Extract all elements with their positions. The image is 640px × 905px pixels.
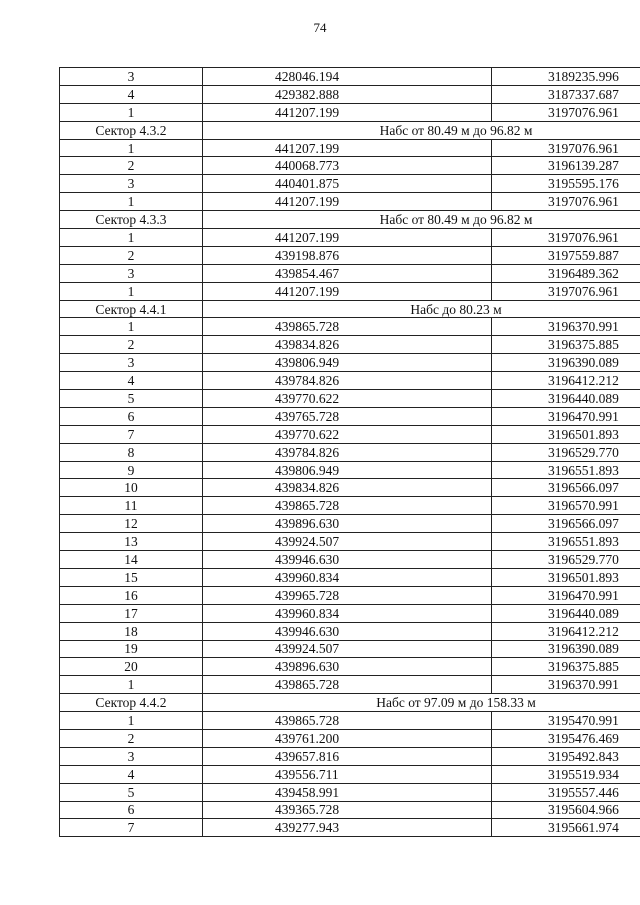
coordinate-y: 3196370.991 (492, 676, 640, 694)
sector-label: Сектор 4.4.1 (60, 300, 203, 318)
coordinate-x: 429382.888 (203, 85, 492, 103)
point-number: 19 (60, 640, 203, 658)
point-row (60, 282, 640, 300)
coordinate-x: 439946.630 (203, 551, 492, 569)
coordinate-x: 439924.507 (203, 640, 492, 658)
coordinate-y: 3196570.991 (492, 497, 640, 515)
coordinate-y: 3197076.961 (492, 103, 640, 121)
point-number: 10 (60, 479, 203, 497)
coordinate-x: 439458.991 (203, 783, 492, 801)
point-row (60, 390, 640, 408)
sector-height-info: Набс от 80.49 м до 96.82 м (203, 121, 640, 139)
coordinate-y: 3196412.212 (492, 372, 640, 390)
coordinate-x: 439960.834 (203, 604, 492, 622)
coordinate-x: 439946.630 (203, 622, 492, 640)
point-number: 9 (60, 461, 203, 479)
coordinate-x: 439834.826 (203, 479, 492, 497)
sector-height-info: Набс от 80.49 м до 96.82 м (203, 211, 640, 229)
point-number: 5 (60, 783, 203, 801)
point-number: 4 (60, 765, 203, 783)
coordinate-x: 439198.876 (203, 246, 492, 264)
point-number: 1 (60, 103, 203, 121)
point-row (60, 712, 640, 730)
coordinate-y: 3196370.991 (492, 318, 640, 336)
sector-height-info: Набс до 80.23 м (203, 300, 640, 318)
point-row (60, 640, 640, 658)
point-number: 17 (60, 604, 203, 622)
coordinate-x: 439657.816 (203, 747, 492, 765)
coordinate-y: 3196470.991 (492, 586, 640, 604)
coordinate-x: 441207.199 (203, 193, 492, 211)
point-row (60, 318, 640, 336)
point-row (60, 497, 640, 515)
point-number: 3 (60, 68, 203, 86)
coordinate-y: 3196566.097 (492, 479, 640, 497)
coordinate-y: 3196139.287 (492, 157, 640, 175)
point-number: 12 (60, 515, 203, 533)
point-row (60, 246, 640, 264)
point-number: 2 (60, 157, 203, 175)
coordinate-y: 3196375.885 (492, 658, 640, 676)
coordinate-x: 439806.949 (203, 461, 492, 479)
point-row (60, 515, 640, 533)
point-row (60, 747, 640, 765)
point-row (60, 819, 640, 837)
sector-header-row (60, 211, 640, 229)
coordinate-x: 439865.728 (203, 712, 492, 730)
coordinate-y: 3196501.893 (492, 425, 640, 443)
point-number: 14 (60, 551, 203, 569)
point-number: 15 (60, 568, 203, 586)
coordinate-x: 441207.199 (203, 139, 492, 157)
coordinate-x: 439806.949 (203, 354, 492, 372)
point-row (60, 622, 640, 640)
sector-label: Сектор 4.4.2 (60, 694, 203, 712)
point-row (60, 461, 640, 479)
coordinate-y: 3196566.097 (492, 515, 640, 533)
point-number: 1 (60, 229, 203, 247)
coordinate-y: 3197559.887 (492, 246, 640, 264)
coordinate-x: 439965.728 (203, 586, 492, 604)
point-row (60, 479, 640, 497)
coordinate-x: 439556.711 (203, 765, 492, 783)
coordinate-y: 3195519.934 (492, 765, 640, 783)
coordinate-y: 3197076.961 (492, 193, 640, 211)
point-number: 6 (60, 801, 203, 819)
coordinate-x: 439765.728 (203, 407, 492, 425)
coordinate-x: 439770.622 (203, 425, 492, 443)
coordinate-y: 3187337.687 (492, 85, 640, 103)
coordinate-x: 439896.630 (203, 515, 492, 533)
coordinate-x: 439896.630 (203, 658, 492, 676)
point-number: 1 (60, 318, 203, 336)
point-row (60, 264, 640, 282)
point-row (60, 193, 640, 211)
point-number: 7 (60, 819, 203, 837)
point-number: 7 (60, 425, 203, 443)
point-number: 1 (60, 712, 203, 730)
page-number: 74 (313, 20, 327, 35)
point-row (60, 336, 640, 354)
coordinate-x: 439784.826 (203, 372, 492, 390)
sector-header-row (60, 694, 640, 712)
point-row (60, 658, 640, 676)
point-row (60, 85, 640, 103)
point-row (60, 103, 640, 121)
point-number: 6 (60, 407, 203, 425)
coordinate-y: 3195595.176 (492, 175, 640, 193)
coordinate-y: 3196440.089 (492, 390, 640, 408)
point-row (60, 604, 640, 622)
coordinate-x: 439960.834 (203, 568, 492, 586)
point-row (60, 533, 640, 551)
coordinate-y: 3195661.974 (492, 819, 640, 837)
point-row (60, 68, 640, 86)
coordinate-x: 439865.728 (203, 318, 492, 336)
point-number: 13 (60, 533, 203, 551)
coordinate-y: 3195557.446 (492, 783, 640, 801)
coordinate-y: 3196529.770 (492, 551, 640, 569)
coordinate-x: 441207.199 (203, 282, 492, 300)
coordinate-x: 439865.728 (203, 676, 492, 694)
point-row (60, 568, 640, 586)
coordinate-x: 428046.194 (203, 68, 492, 86)
point-row (60, 729, 640, 747)
point-number: 20 (60, 658, 203, 676)
point-row (60, 586, 640, 604)
coordinate-x: 441207.199 (203, 103, 492, 121)
coordinate-y: 3196529.770 (492, 443, 640, 461)
point-number: 11 (60, 497, 203, 515)
point-row (60, 783, 640, 801)
point-row (60, 407, 640, 425)
coordinate-x: 439784.826 (203, 443, 492, 461)
coordinate-x: 440401.875 (203, 175, 492, 193)
point-number: 5 (60, 390, 203, 408)
point-row (60, 372, 640, 390)
point-number: 16 (60, 586, 203, 604)
coordinate-y: 3196440.089 (492, 604, 640, 622)
coordinate-x: 439865.728 (203, 497, 492, 515)
sector-header-row (60, 121, 640, 139)
coordinate-x: 439365.728 (203, 801, 492, 819)
coordinate-y: 3196551.893 (492, 533, 640, 551)
point-number: 1 (60, 676, 203, 694)
coordinate-y: 3195470.991 (492, 712, 640, 730)
point-row (60, 425, 640, 443)
sector-label: Сектор 4.3.3 (60, 211, 203, 229)
point-row (60, 229, 640, 247)
point-row (60, 175, 640, 193)
point-row (60, 801, 640, 819)
coordinate-y: 3196501.893 (492, 568, 640, 586)
coordinate-x: 439277.943 (203, 819, 492, 837)
coordinate-y: 3189235.996 (492, 68, 640, 86)
point-number: 3 (60, 175, 203, 193)
sector-height-info: Набс от 97.09 м до 158.33 м (203, 694, 640, 712)
point-number: 3 (60, 747, 203, 765)
coordinate-y: 3196390.089 (492, 354, 640, 372)
point-number: 2 (60, 729, 203, 747)
point-number: 3 (60, 264, 203, 282)
coordinate-x: 439854.467 (203, 264, 492, 282)
coordinate-y: 3195492.843 (492, 747, 640, 765)
point-number: 3 (60, 354, 203, 372)
point-number: 1 (60, 139, 203, 157)
coordinate-y: 3195604.966 (492, 801, 640, 819)
sector-header-row (60, 300, 640, 318)
point-number: 8 (60, 443, 203, 461)
point-row (60, 139, 640, 157)
coordinate-y: 3197076.961 (492, 229, 640, 247)
coordinate-y: 3196412.212 (492, 622, 640, 640)
point-row (60, 551, 640, 569)
coordinate-x: 439834.826 (203, 336, 492, 354)
coordinate-y: 3197076.961 (492, 139, 640, 157)
coordinate-y: 3196551.893 (492, 461, 640, 479)
coordinate-x: 439761.200 (203, 729, 492, 747)
point-number: 4 (60, 85, 203, 103)
point-row (60, 765, 640, 783)
point-row (60, 354, 640, 372)
point-number: 4 (60, 372, 203, 390)
coordinate-y: 3196470.991 (492, 407, 640, 425)
coordinate-y: 3196375.885 (492, 336, 640, 354)
coordinate-x: 440068.773 (203, 157, 492, 175)
point-number: 2 (60, 336, 203, 354)
point-number: 1 (60, 282, 203, 300)
coordinate-y: 3196390.089 (492, 640, 640, 658)
point-row (60, 443, 640, 461)
point-number: 2 (60, 246, 203, 264)
coordinate-y: 3195476.469 (492, 729, 640, 747)
coordinate-y: 3197076.961 (492, 282, 640, 300)
coordinate-x: 439770.622 (203, 390, 492, 408)
point-row (60, 157, 640, 175)
point-number: 18 (60, 622, 203, 640)
coordinate-x: 441207.199 (203, 229, 492, 247)
coordinates-table (59, 67, 640, 837)
coordinate-y: 3196489.362 (492, 264, 640, 282)
coordinates-table-body (60, 68, 640, 837)
point-row (60, 676, 640, 694)
point-number: 1 (60, 193, 203, 211)
sector-label: Сектор 4.3.2 (60, 121, 203, 139)
coordinate-x: 439924.507 (203, 533, 492, 551)
